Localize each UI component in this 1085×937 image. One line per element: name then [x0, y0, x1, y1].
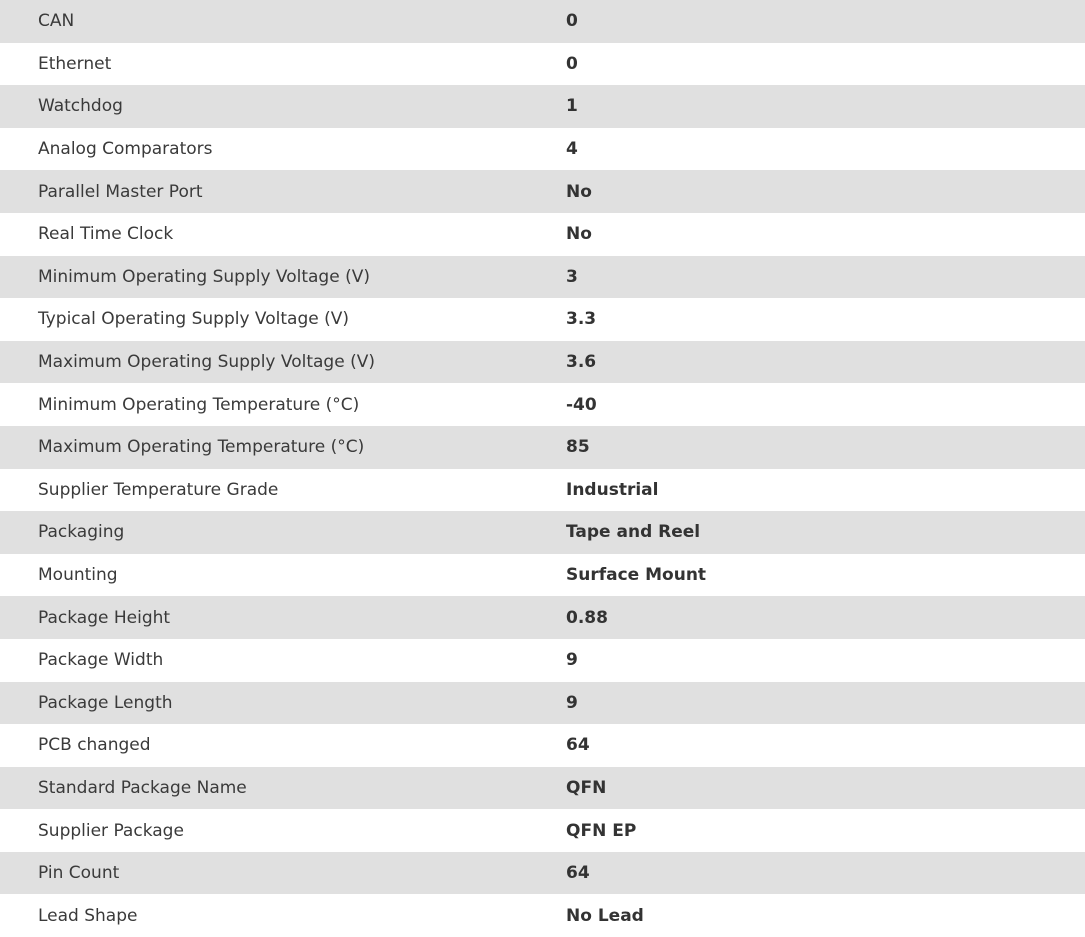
spec-value: No Lead	[566, 905, 644, 926]
spec-label: CAN	[38, 11, 75, 32]
spec-label: Typical Operating Supply Voltage (V)	[38, 309, 349, 330]
spec-value: 64	[566, 863, 590, 884]
spec-value: 3.6	[566, 352, 597, 373]
spec-row-package-height	[0, 596, 1085, 639]
spec-row-pin-count	[0, 852, 1085, 895]
spec-value: 9	[566, 692, 578, 713]
spec-value: 0	[566, 11, 578, 32]
spec-value: No	[566, 181, 592, 202]
spec-label: Minimum Operating Supply Voltage (V)	[38, 266, 370, 287]
spec-label: Lead Shape	[38, 905, 138, 926]
spec-label: Maximum Operating Temperature (°C)	[38, 437, 365, 458]
spec-label: Maximum Operating Supply Voltage (V)	[38, 352, 375, 373]
spec-label: Package Width	[38, 650, 164, 671]
spec-value: 85	[566, 437, 590, 458]
spec-label: Packaging	[38, 522, 125, 543]
spec-label: Pin Count	[38, 863, 120, 884]
spec-value: Surface Mount	[566, 565, 707, 586]
spec-label: Watchdog	[38, 96, 123, 117]
spec-row-max-temperature	[0, 426, 1085, 469]
spec-row-temperature-grade	[0, 469, 1085, 512]
spec-label: Supplier Temperature Grade	[38, 479, 279, 500]
spec-value: 4	[566, 139, 578, 160]
spec-value: 3.3	[566, 309, 597, 330]
spec-row-standard-package-name	[0, 767, 1085, 810]
spec-value: 9	[566, 650, 578, 671]
spec-row-min-temperature	[0, 383, 1085, 426]
spec-value: -40	[566, 394, 597, 415]
spec-label: Ethernet	[38, 53, 112, 74]
spec-row-analog-comparators	[0, 128, 1085, 171]
spec-row-parallel-master-port	[0, 170, 1085, 213]
spec-label: Mounting	[38, 565, 118, 586]
spec-row-mounting	[0, 554, 1085, 597]
spec-row-typ-supply-voltage	[0, 298, 1085, 341]
spec-label: Standard Package Name	[38, 777, 247, 798]
spec-row-pcb-changed	[0, 724, 1085, 767]
spec-value: 0.88	[566, 607, 608, 628]
spec-value: Tape and Reel	[566, 522, 701, 543]
spec-row-can	[0, 0, 1085, 43]
spec-label: Package Height	[38, 607, 171, 628]
spec-label: Real Time Clock	[38, 224, 174, 245]
spec-value: 0	[566, 53, 578, 74]
spec-row-real-time-clock	[0, 213, 1085, 256]
spec-label: PCB changed	[38, 735, 151, 756]
spec-label: Analog Comparators	[38, 139, 213, 160]
spec-row-ethernet	[0, 43, 1085, 86]
spec-value: 1	[566, 96, 578, 117]
spec-row-supplier-package	[0, 809, 1085, 852]
spec-label: Minimum Operating Temperature (°C)	[38, 394, 360, 415]
spec-value: Industrial	[566, 479, 659, 500]
spec-row-package-length	[0, 682, 1085, 725]
spec-value: 3	[566, 266, 578, 287]
spec-label: Parallel Master Port	[38, 181, 203, 202]
spec-row-package-width	[0, 639, 1085, 682]
spec-value: QFN EP	[566, 820, 637, 841]
spec-label: Supplier Package	[38, 820, 184, 841]
spec-row-watchdog	[0, 85, 1085, 128]
spec-value: No	[566, 224, 592, 245]
spec-value: 64	[566, 735, 590, 756]
spec-row-packaging	[0, 511, 1085, 554]
spec-row-max-supply-voltage	[0, 341, 1085, 384]
spec-label: Package Length	[38, 692, 173, 713]
spec-value: QFN	[566, 777, 607, 798]
spec-row-min-supply-voltage	[0, 256, 1085, 299]
